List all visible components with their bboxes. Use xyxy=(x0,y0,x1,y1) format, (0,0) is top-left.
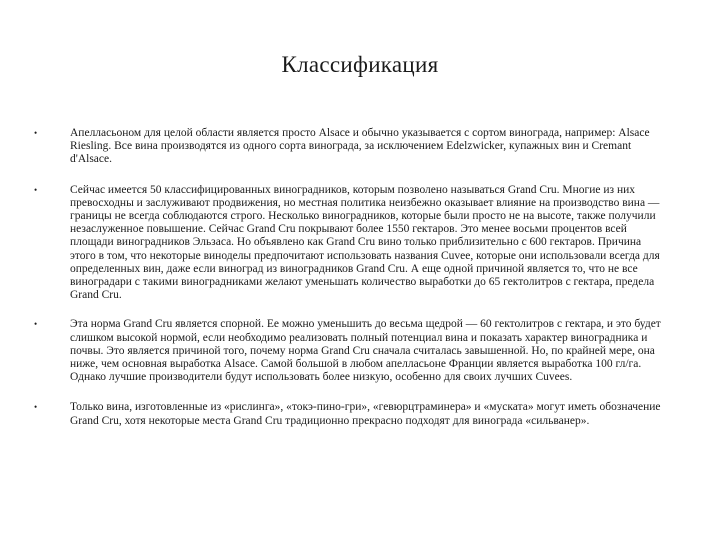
bullet-text: Только вина, изготовленные из «рислинга», «токэ-пино-гри», «гевюрцтраминера» и «муската» могут иметь обозначение Grand Cru, хотя некоторые места Grand Cru традиционно прекрасно подходят для винограда «сильванер». xyxy=(70,401,661,427)
bullet-list xyxy=(34,127,666,442)
slide-title: Классификация xyxy=(281,52,439,77)
bullet-text: Сейчас имеется 50 классифицированных виноградников, которым позволено называться Grand Cru. Многие из них превосходны и заслуживают продвижения, но местная политика неизбежно оказывает влияние на производство вина — границы не всегда соблюдаются строго. Несколько виноградников, которые были просто не на высоте, также получили незаслуженное повышение. Сейчас Grand Cru покрывают более 1550 гектаров. Это менее восьми процентов всей площади виноградников Эльзаса. Но объявлено как Grand Cru вино только приблизительно с 600 гектаров. Причина этого в том, что некоторые виноделы предпочитают использовать названия Cuvee, которые они использовали всегда для определенных вин, даже если виноград из виноградников Grand Cru. А еще одной причиной является то, что не все виноградари с такими виноградниками желают уменьшать количество выработки до 65 гектолитров с гектара, предела Grand Cru. xyxy=(70,183,660,302)
bullet-text: Эта норма Grand Cru является спорной. Ее можно уменьшить до весьма щедрой — 60 гектолитров с гектара, и это будет слишком высокой нормой, если необходимо реализовать полный потенциал вина и показать характер виноградника и почвы. Это является причиной того, почему норма Grand Cru сначала считалась завышенной. Но, по крайней мере, она ниже, чем основная выработка Alsace. Самой большой в любом апелласьоне Франции является выработка 100 гл/га. Однако лучшие производители будут использовать более низкую, особенно для своих лучших Cuvees. xyxy=(70,318,661,384)
bullet-item xyxy=(34,401,666,427)
bullet-item xyxy=(34,127,666,167)
bullet-marker: • xyxy=(34,402,38,413)
bullet-item xyxy=(34,318,666,384)
bullet-text: Апелласьоном для целой области является просто Alsace и обычно указывается с сортом винограда, например: Alsace Riesling. Все вина производятся из одного сорта винограда, за исключением Edelzwicker, купажных вин и Cremant d'Alsace. xyxy=(70,127,650,166)
bullet-marker: • xyxy=(34,319,38,330)
bullet-marker: • xyxy=(34,128,38,138)
bullet-marker: • xyxy=(34,184,38,195)
bullet-item xyxy=(34,184,666,303)
